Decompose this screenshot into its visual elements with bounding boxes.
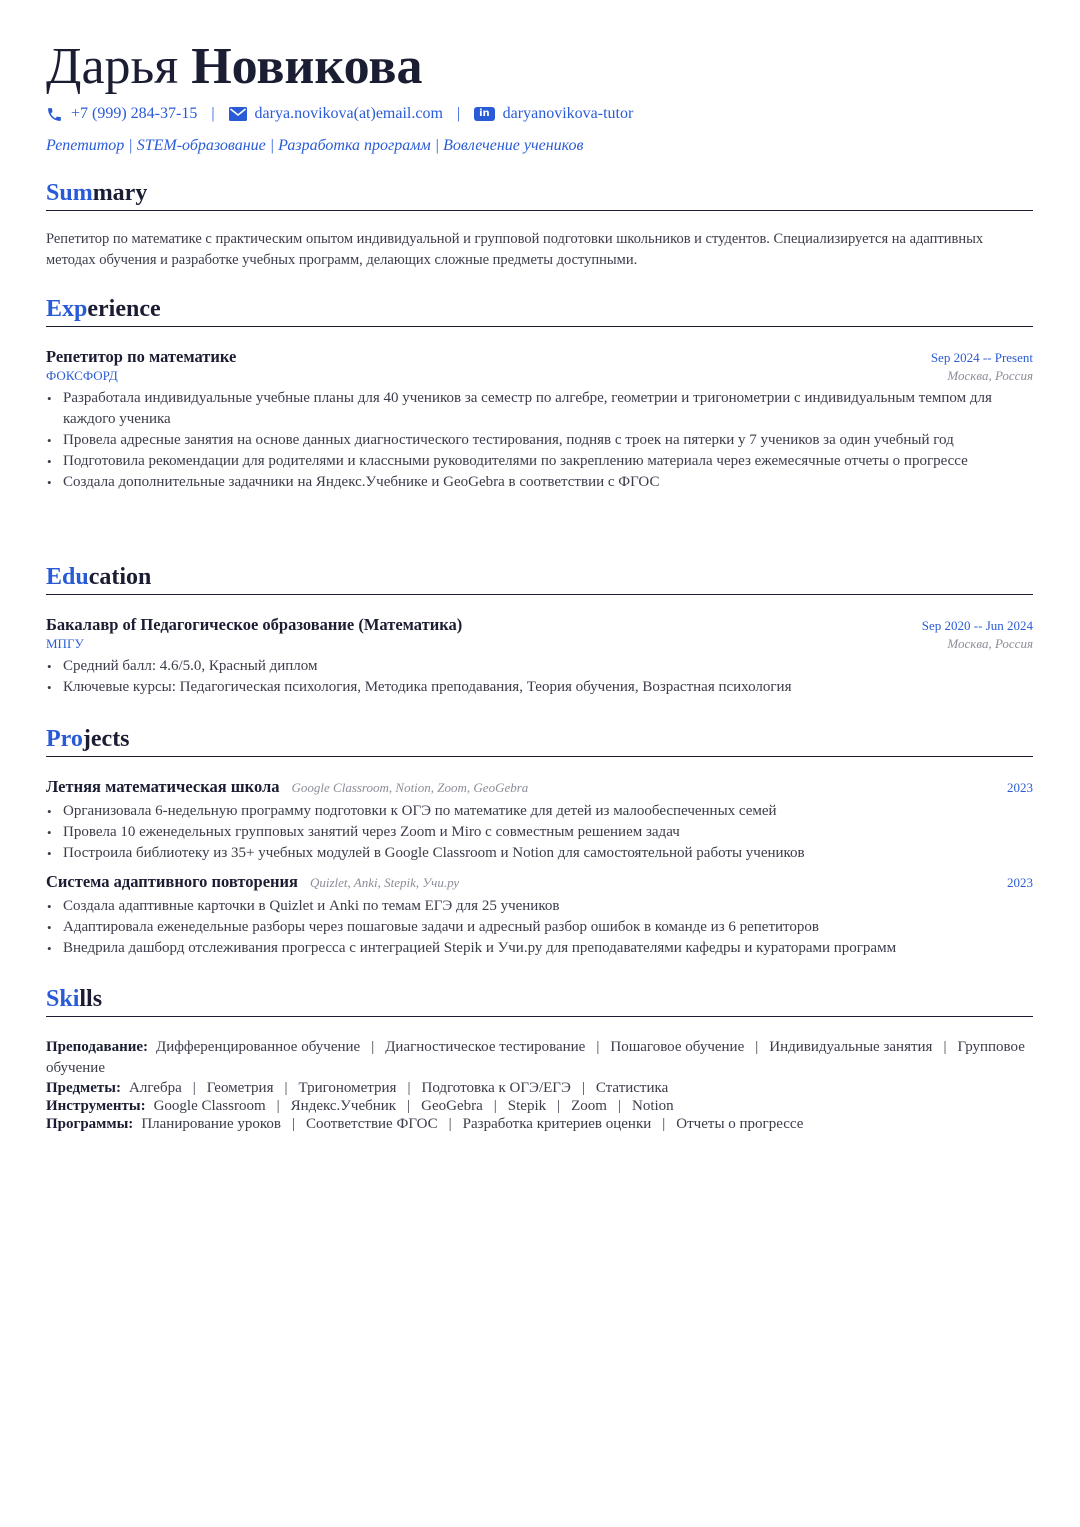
contact-line bbox=[46, 103, 633, 125]
list-item: • Подготовила рекомендации для родителями и классными руководителями по закреплению материала через ежемесячные отчеты о прогрессе bbox=[46, 451, 1033, 472]
job-date: Sep 2024 -- Present bbox=[930, 350, 1033, 365]
project-bullets bbox=[46, 801, 1033, 864]
first-name: Дарья bbox=[46, 38, 179, 95]
section-title: Education bbox=[46, 562, 1033, 595]
projects-section bbox=[46, 724, 1033, 959]
section-title: Projects bbox=[46, 724, 1033, 757]
skill-item: Тригонометрия bbox=[298, 1080, 397, 1096]
separator: | bbox=[596, 1039, 600, 1055]
company-name: ФОКСФОРД bbox=[46, 368, 118, 383]
separator: | bbox=[617, 1098, 621, 1114]
skill-row bbox=[46, 1037, 1033, 1079]
skill-item: Планирование уроков bbox=[141, 1116, 281, 1132]
education-section bbox=[46, 562, 1033, 698]
skill-category-label: Инструменты: bbox=[46, 1098, 146, 1114]
project-entry bbox=[46, 872, 1033, 959]
separator: | bbox=[291, 1116, 295, 1132]
phone-link[interactable]: +7 (999) 284-37-15 bbox=[71, 105, 198, 122]
education-entry bbox=[46, 615, 1033, 698]
skill-category-label: Предметы: bbox=[46, 1080, 122, 1096]
list-item: • Разработала индивидуальные учебные планы для 40 учеников за семестр по алгебре, геометрии и тригонометрии с индивидуальным темпом для каждого ученика bbox=[46, 388, 1033, 430]
skill-item: Пошаговое обучение bbox=[610, 1039, 745, 1055]
skill-item: Геометрия bbox=[206, 1080, 274, 1096]
skills-section bbox=[46, 984, 1033, 1133]
separator: | bbox=[371, 1039, 375, 1055]
list-item: • Адаптировала еженедельные разборы через пошаговые задачи и адресный разбор ошибок в команде из 6 репетиторов bbox=[46, 917, 1033, 938]
separator: | bbox=[284, 1080, 288, 1096]
university-name: МПГУ bbox=[46, 636, 84, 651]
section-title: Summary bbox=[46, 178, 1033, 211]
section-title: Experience bbox=[46, 294, 1033, 327]
education-date: Sep 2020 -- Jun 2024 bbox=[921, 618, 1033, 633]
job-location: Москва, Россия bbox=[947, 368, 1033, 383]
candidate-name bbox=[46, 36, 422, 98]
education-bullets bbox=[46, 656, 1033, 698]
summary-text: Репетитор по математике с практическим опытом индивидуальной и групповой подготовки школьников и студентов. Специализируется на адаптивных методах обучения и разработке учебных программ, делающих сложные предметы доступными. bbox=[46, 231, 984, 268]
list-item: • Средний балл: 4.6/5.0, Красный диплом bbox=[46, 656, 1033, 677]
separator: | bbox=[557, 1098, 561, 1114]
separator: | bbox=[407, 1080, 411, 1096]
job-bullets bbox=[46, 388, 1033, 493]
email-link[interactable]: darya.novikova(at)email.com bbox=[254, 105, 443, 122]
project-title: Летняя математическая школа Google Classroom, Notion, Zoom, GeoGebra bbox=[46, 777, 529, 796]
skill-item: Notion bbox=[632, 1098, 674, 1114]
skill-item: Диагностическое тестирование bbox=[385, 1039, 586, 1055]
list-item: • Провела 10 еженедельных групповых занятий через Zoom и Miro с совместным решением задач bbox=[46, 822, 1033, 843]
list-item: • Создала дополнительные задачники на Яндекс.Учебнике и GeoGebra в соответствии с ФГОС bbox=[46, 472, 1033, 493]
experience-entry bbox=[46, 347, 1033, 493]
list-item: • Провела адресные занятия на основе данных диагностического тестирования, подняв с троек на пятерки у 7 учеников за один учебный год bbox=[46, 430, 1033, 451]
degree-title: Бакалавр of Педагогическое образование (Математика) bbox=[46, 615, 463, 634]
separator: | bbox=[943, 1039, 947, 1055]
project-tech: Google Classroom, Notion, Zoom, GeoGebra bbox=[291, 780, 529, 795]
separator: | bbox=[211, 105, 215, 122]
skill-item: GeoGebra bbox=[421, 1098, 483, 1114]
linkedin-icon: in bbox=[474, 107, 495, 121]
list-item: • Ключевые курсы: Педагогическая психология, Методика преподавания, Теория обучения, Возрастная психология bbox=[46, 677, 1033, 698]
list-item: • Построила библиотеку из 35+ учебных модулей в Google Classroom и Notion для самостоятельной работы учеников bbox=[46, 843, 1033, 864]
separator: | bbox=[276, 1098, 280, 1114]
project-date: 2023 bbox=[1007, 780, 1033, 795]
skill-item: Разработка критериев оценки bbox=[462, 1116, 652, 1132]
skill-row bbox=[46, 1079, 1033, 1097]
list-item: • Организовала 6-недельную программу подготовки к ОГЭ по математике для детей из малообеспеченных семей bbox=[46, 801, 1033, 822]
separator: | bbox=[493, 1098, 497, 1114]
job-title: Репетитор по математике bbox=[46, 347, 237, 366]
separator: | bbox=[581, 1080, 585, 1096]
education-location: Москва, Россия bbox=[947, 636, 1033, 651]
skill-item: Групповое обучение bbox=[46, 1039, 1025, 1076]
skill-item: Zoom bbox=[571, 1098, 607, 1114]
skills-list bbox=[46, 1037, 1033, 1133]
separator: | bbox=[407, 1098, 411, 1114]
separator: | bbox=[448, 1116, 452, 1132]
skill-item: Google Classroom bbox=[153, 1098, 266, 1114]
skill-item: Соответствие ФГОС bbox=[305, 1116, 438, 1132]
skill-item: Алгебра bbox=[129, 1080, 182, 1096]
skill-item: Подготовка к ОГЭ/ЕГЭ bbox=[421, 1080, 571, 1096]
skill-row bbox=[46, 1115, 1033, 1133]
separator: | bbox=[662, 1116, 666, 1132]
experience-section bbox=[46, 294, 1033, 493]
skill-category-label: Преподавание: bbox=[46, 1039, 149, 1055]
project-bullets bbox=[46, 896, 1033, 959]
section-title: Skills bbox=[46, 984, 1033, 1017]
list-item: • Внедрила дашборд отслеживания прогресса с интеграцией Stepik и Учи.ру для преподавателями кафедры и кураторами программ bbox=[46, 938, 1033, 959]
tagline: Репетитор | STEM-образование | Разработка программ | Вовлечение учеников bbox=[46, 137, 584, 154]
skill-item: Дифференцированное обучение bbox=[156, 1039, 361, 1055]
separator: | bbox=[755, 1039, 759, 1055]
envelope-icon bbox=[229, 107, 247, 121]
linkedin-link[interactable]: daryanovikova-tutor bbox=[502, 105, 634, 122]
skill-item: Индивидуальные занятия bbox=[769, 1039, 933, 1055]
list-item: • Создала адаптивные карточки в Quizlet и Anki по темам ЕГЭ для 25 учеников bbox=[46, 896, 1033, 917]
skill-category-label: Программы: bbox=[46, 1116, 134, 1132]
skill-item: Отчеты о прогрессе bbox=[676, 1116, 804, 1132]
skill-item: Stepik bbox=[507, 1098, 547, 1114]
separator: | bbox=[456, 105, 461, 122]
skill-row bbox=[46, 1097, 1033, 1115]
project-tech: Quizlet, Anki, Stepik, Учи.ру bbox=[309, 875, 460, 890]
project-title: Система адаптивного повторения Quizlet, Anki, Stepik, Учи.ру bbox=[46, 872, 460, 891]
project-entry bbox=[46, 777, 1033, 864]
skill-item: Статистика bbox=[595, 1080, 669, 1096]
skill-item: Яндекс.Учебник bbox=[290, 1098, 397, 1114]
project-date: 2023 bbox=[1007, 875, 1033, 890]
phone-icon bbox=[46, 106, 63, 123]
separator: | bbox=[192, 1080, 196, 1096]
last-name: Новикова bbox=[191, 38, 423, 95]
summary-section bbox=[46, 178, 1033, 271]
